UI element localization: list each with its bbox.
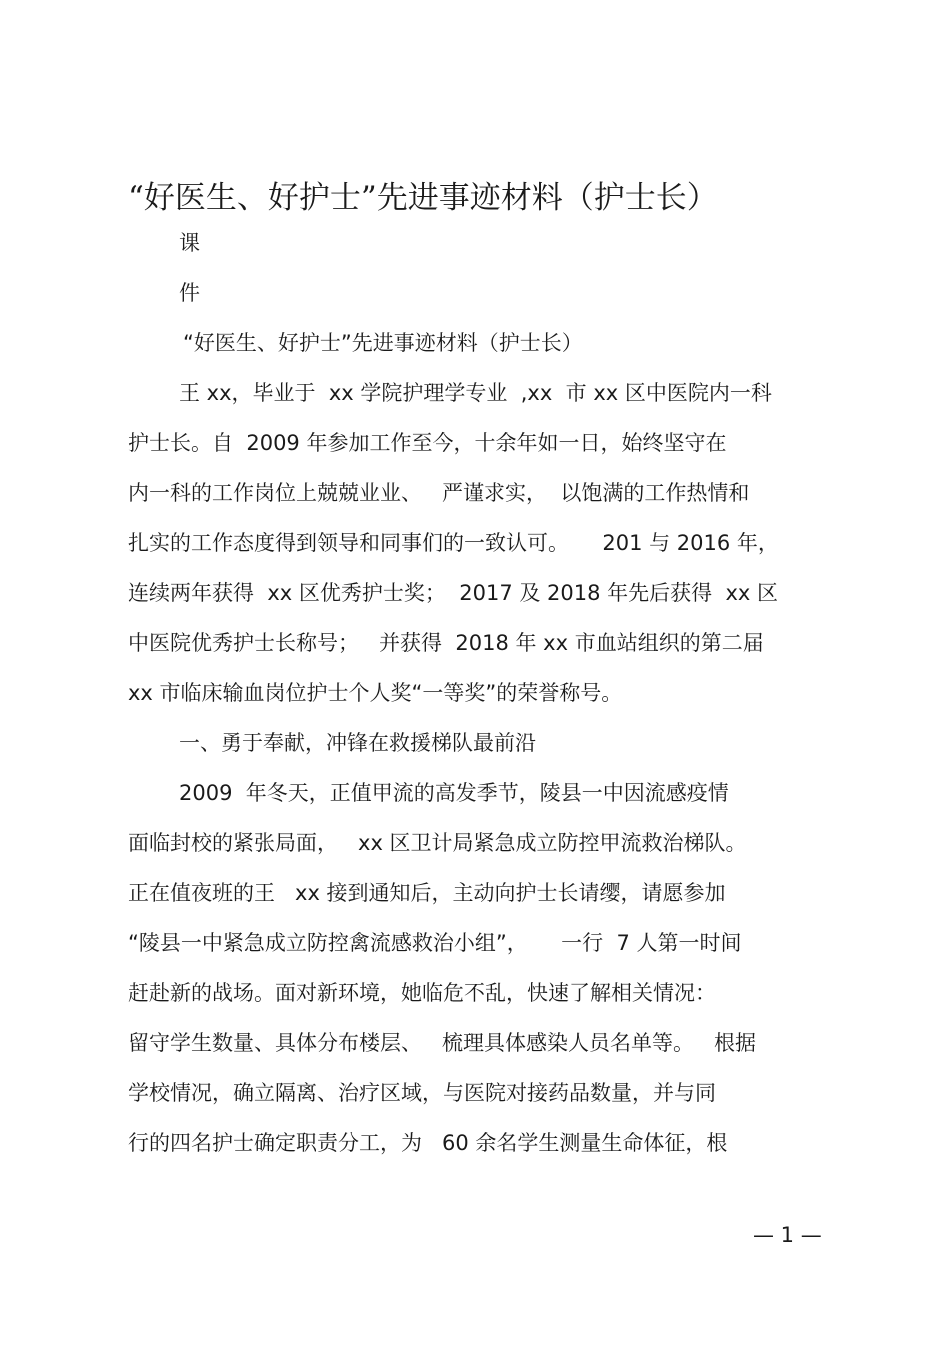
text-line: 课 — [179, 231, 200, 255]
text-line: 学校情况，确立隔离、治疗区域，与医院对接药品数量，并与同 — [128, 1081, 716, 1105]
text-line: 护士长。自 2009 年参加工作至今，十余年如一日，始终坚守在 — [128, 431, 727, 455]
text-line: 扎实的工作态度得到领导和同事们的一致认可。 201 与 2016 年， — [128, 531, 779, 555]
text-line: 中医院优秀护士长称号； 并获得 2018 年 xx 市血站组织的第二届 — [128, 631, 764, 655]
text-line: 行的四名护士确定职责分工，为 60 余名学生测量生命体征，根 — [128, 1131, 728, 1155]
text-line: 件 — [179, 281, 200, 305]
text-line: 留守学生数量、具体分布楼层、 梳理具体感染人员名单等。 根据 — [128, 1031, 757, 1055]
text-line: 赶赴新的战场。面对新环境，她临危不乱，快速了解相关情况： — [128, 981, 716, 1005]
page-number: — 1 — — [753, 1223, 822, 1247]
text-line: 内一科的工作岗位上兢兢业业、 严谨求实， 以饱满的工作热情和 — [128, 481, 750, 505]
text-line: 正在值夜班的王 xx 接到通知后，主动向护士长请缨，请愿参加 — [128, 881, 726, 905]
text-line: 连续两年获得 xx 区优秀护士奖； 2017 及 2018 年先后获得 xx 区 — [128, 581, 779, 605]
text-line: xx 市临床输血岗位护士个人奖“一等奖”的荣誉称号。 — [128, 681, 623, 705]
text-line: 王 xx，毕业于 xx 学院护理学专业 ,xx 市 xx 区中医院内一科 — [179, 381, 772, 405]
text-line: “陵县一中紧急成立防控禽流感救治小组”， 一行 7 人第一时间 — [128, 931, 742, 955]
text-line: 2009 年冬天，正值甲流的高发季节，陵县一中因流感疫情 — [179, 781, 729, 805]
section-heading: 一、勇于奉献，冲锋在救援梯队最前沿 — [179, 731, 536, 755]
document-title: “好医生、好护士”先进事迹材料（护士长） — [128, 180, 718, 216]
subtitle-line: “好医生、好护士”先进事迹材料（护士长） — [183, 331, 583, 355]
text-line: 面临封校的紧张局面， xx 区卫计局紧急成立防控甲流救治梯队。 — [128, 831, 747, 855]
